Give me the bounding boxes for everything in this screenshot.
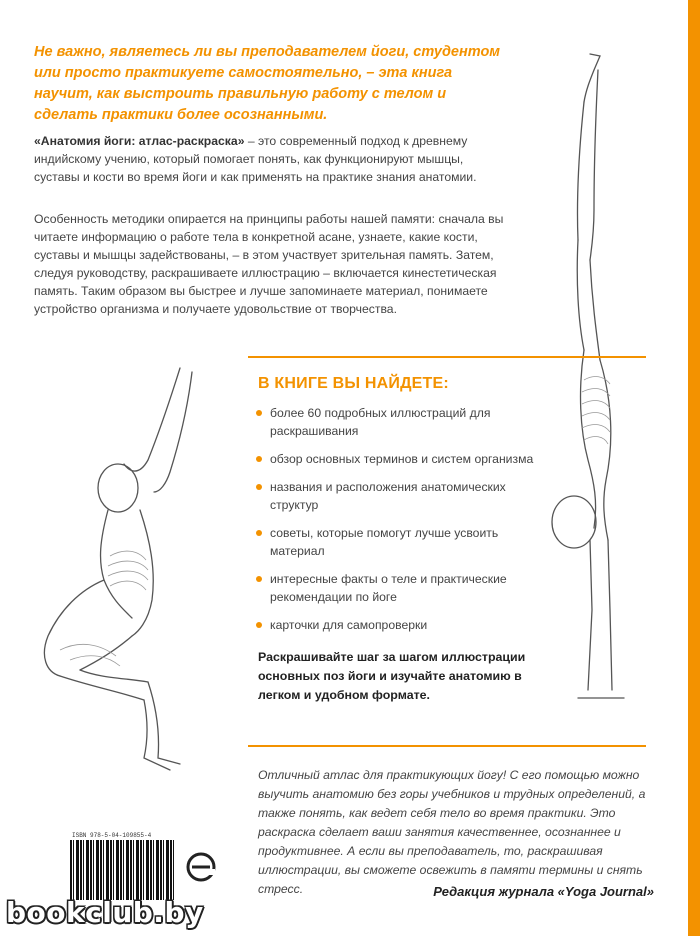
description-rest: – это современный подход к древнему индийскому учению, который помогает понять, как функционируют мышцы, суставы и кости во время йоги и как применять на практике знания анатомии. (34, 134, 477, 184)
handstand-pose-illustration (520, 50, 650, 750)
find-section-title: В КНИГЕ ВЫ НАЙДЕТЕ: (258, 375, 449, 392)
book-title-inline: «Анатомия йоги: атлас-раскраска» (34, 134, 245, 148)
chair-pose-illustration (20, 360, 250, 790)
description-paragraph-1 (34, 132, 504, 186)
bullet-dot-icon (256, 484, 262, 490)
list-item: обзор основных терминов и систем организма (256, 450, 546, 468)
bullet-dot-icon (256, 622, 262, 628)
orange-spine-strip (688, 0, 700, 936)
list-item: карточки для самопроверки (256, 616, 546, 634)
publisher-logo-icon (186, 852, 216, 882)
bullet-dot-icon (256, 410, 262, 416)
list-item: более 60 подробных иллюстраций для раскрашивания (256, 404, 546, 440)
bullet-dot-icon (256, 456, 262, 462)
description-paragraph-2: Особенность методики опирается на принципы работы нашей памяти: сначала вы читаете информацию о работе тела в конкретной асане, узнаете, какие кости, суставы и мышцы задействованы, – в этом участвует зрительная память. Затем, следуя руководству, раскрашиваете иллюстрацию – включается кинестетическая память. Таким образом вы быстрее и лучше запоминаете материал, понимаете устройство организма и получаете удовольствие от творчества. (34, 212, 504, 316)
section-divider-top (248, 356, 646, 358)
bullet-dot-icon (256, 576, 262, 582)
review-quote: Отличный атлас для практикующих йогу! С его помощью можно выучить анатомию без горы учебников и трудных определений, а также понять, как ведет себя тело во время практики. Это раскраска сделает ваши занятия качественнее, осознаннее и продуктивнее. А если вы преподаватель, то, раскрашивая иллюстрации, вы сможете освежить в памяти термины и снять стресс. (258, 768, 646, 896)
list-item: названия и расположения анатомических структур (256, 478, 546, 514)
intro-text: Не важно, являетесь ли вы преподавателем йоги, студентом или просто практикуете самостоятельно, – эта книга научит, как выстроить правильную работу с телом и сделать практики более осознанными. (34, 44, 501, 123)
list-item: интересные факты о теле и практические рекомендации по йоге (256, 570, 546, 606)
isbn-text: ISBN 978-5-04-109855-4 (72, 832, 152, 839)
barcode-bars (70, 840, 176, 900)
list-item: советы, которые помогут лучше усвоить материал (256, 524, 546, 560)
features-list (256, 404, 546, 644)
section-divider-bottom (248, 745, 646, 747)
review-signature: Редакция журнала «Yoga Journal» (433, 884, 654, 899)
call-to-action-text: Раскрашивайте шаг за шагом иллюстрации основных поз йоги и изучайте анатомию в легком и удобном формате. (258, 650, 526, 702)
site-watermark: bookclub.by (6, 896, 204, 929)
bullet-dot-icon (256, 530, 262, 536)
